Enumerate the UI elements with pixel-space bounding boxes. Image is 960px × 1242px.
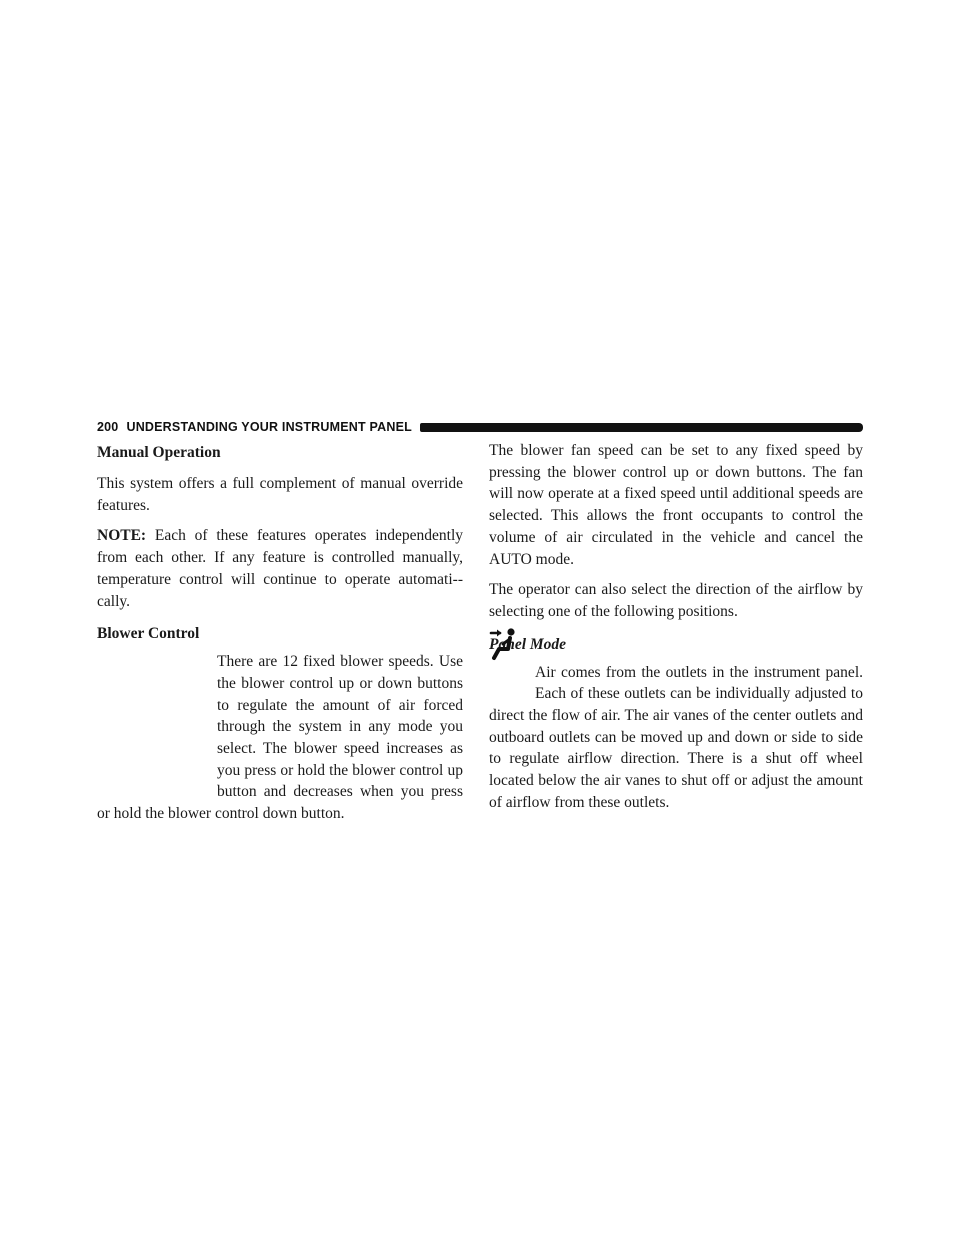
blower-control-text: There are 12 fixed blower speeds. Use the blower control up or down buttons to regulate the amount of air forced through the system in any mode you select. The blower speed increases as you press or hold the blower control up button and decreases when you press or hold the blower control down button. bbox=[97, 653, 463, 823]
intro-paragraph: This system offers a full complement of manual override features. bbox=[97, 475, 463, 514]
left-column bbox=[97, 440, 463, 825]
fan-speed-paragraph: The blower fan speed can be set to any fixed speed by pressing the blower control up or down buttons. The fan will now operate at a fixed speed until additional speeds are selected. This allows the front occupants to control the volume of air circulated in the vehicle and cancel the AUTO mode. bbox=[489, 442, 863, 568]
blower-icon-space bbox=[97, 651, 217, 801]
header-rule bbox=[420, 423, 863, 432]
note-text: Each of these features operates independently from each other. If any feature is controlled manually, temperature control will continue to operate automati-cally. bbox=[97, 527, 463, 610]
note-paragraph bbox=[97, 525, 463, 612]
panel-mode-heading: Panel Mode bbox=[489, 635, 567, 653]
blower-control-paragraph bbox=[97, 651, 463, 825]
airflow-direction-paragraph: The operator can also select the direction of the airflow by selecting one of the following positions. bbox=[489, 581, 863, 620]
section-title: UNDERSTANDING YOUR INSTRUMENT PANEL bbox=[126, 420, 412, 434]
manual-operation-heading: Manual Operation bbox=[97, 444, 221, 461]
page-header bbox=[97, 418, 863, 436]
blower-control-heading: Blower Control bbox=[97, 625, 200, 643]
right-column bbox=[489, 440, 863, 814]
panel-mode-icon bbox=[489, 627, 519, 661]
panel-mode-text: Air comes from the outlets in the instrument panel. Each of these outlets can be individually adjusted to direct the flow of air. The air vanes of the center outlets and outboard outlets can be moved up and down or side to side to regulate airflow direction. There is a shut off wheel located below the air vanes to shut off or adjust the amount of airflow from these outlets. bbox=[489, 663, 863, 811]
panel-icon-space bbox=[489, 662, 535, 704]
panel-mode-paragraph bbox=[489, 662, 863, 814]
note-label: NOTE: bbox=[97, 527, 147, 545]
page-number: 200 bbox=[97, 420, 119, 434]
panel-mode-icon-svg bbox=[489, 627, 519, 661]
